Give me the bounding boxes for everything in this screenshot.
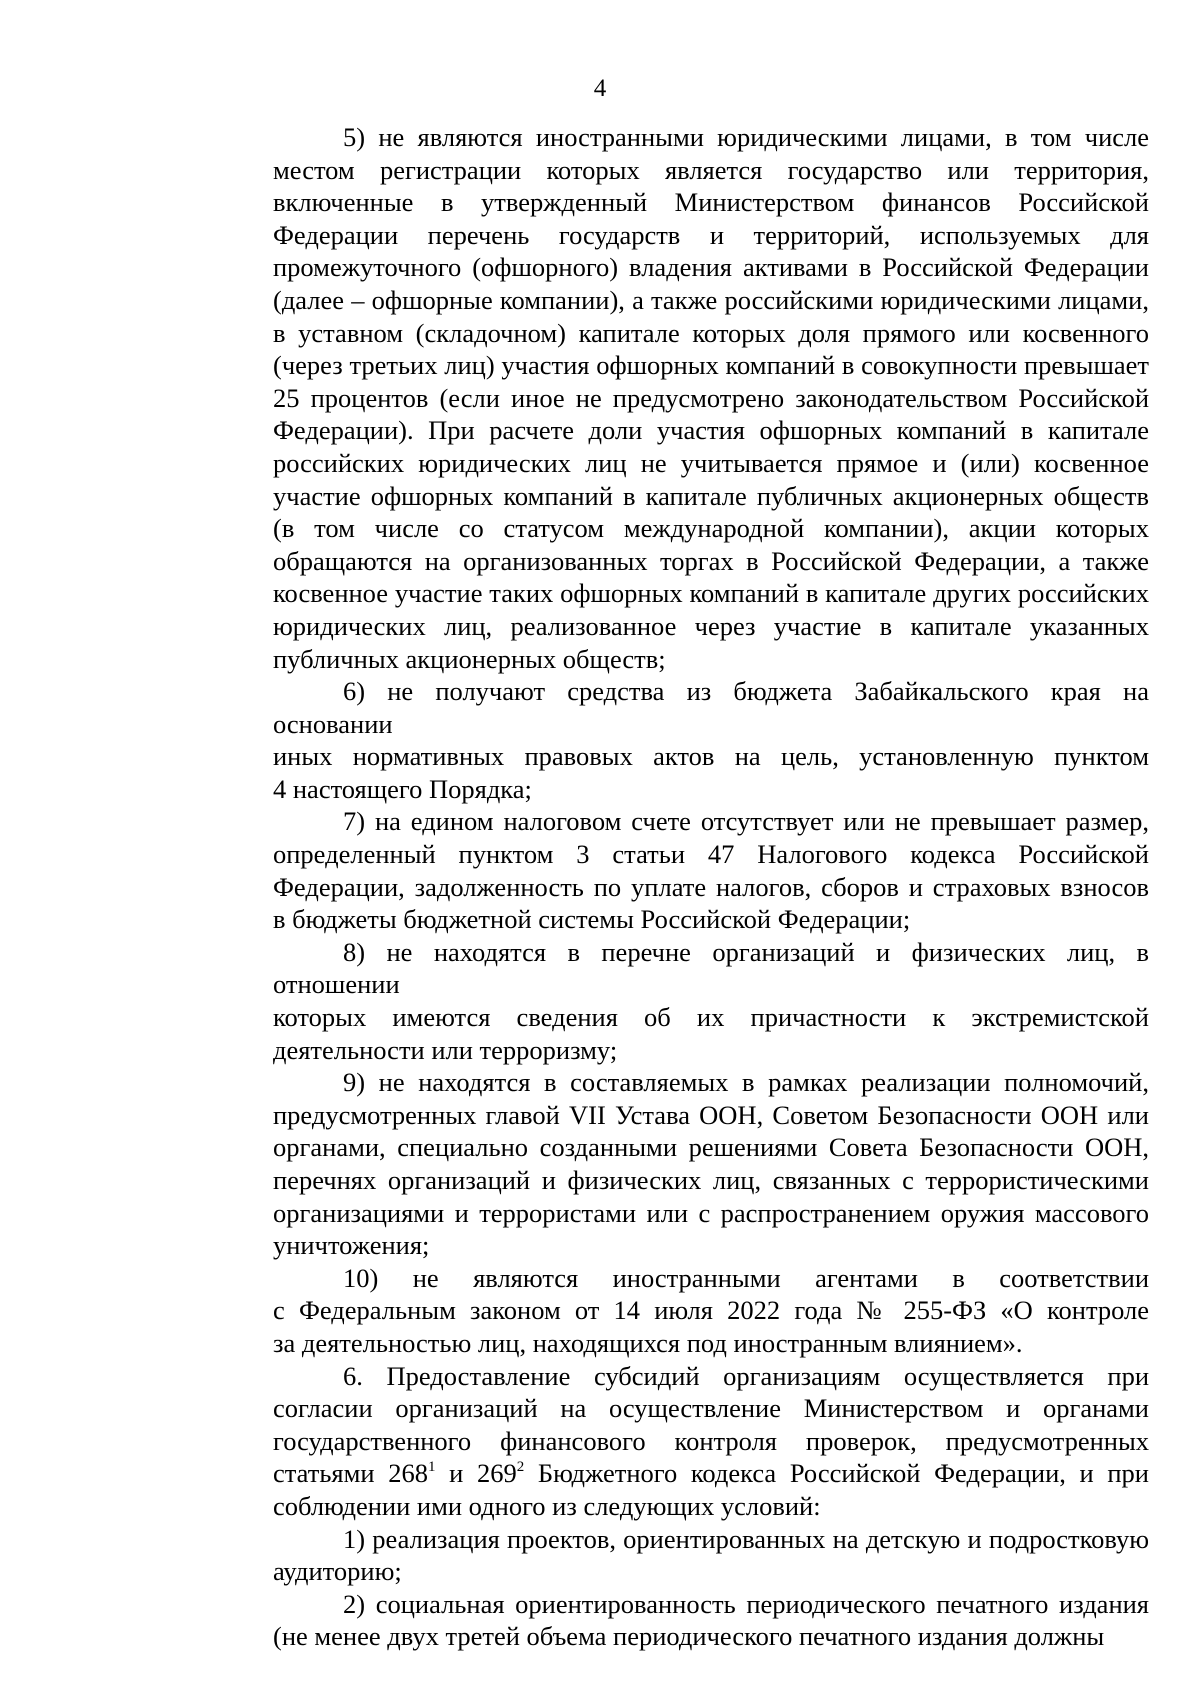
paragraph <box>203 1262 1149 1360</box>
paragraph <box>203 1360 1149 1523</box>
text-line: Федерации, задолженность по уплате налогов, сборов и страховых взносов <box>273 871 1149 902</box>
text-line: государственного финансового контроля проверок, предусмотренных <box>273 1425 1149 1456</box>
text-line: (в том числе со статусом международной компании), акции которых <box>273 513 1149 544</box>
text-line: (через третьих лиц) участия офшорных компаний в совокупности превышает <box>273 350 1149 381</box>
paragraph <box>203 1066 1149 1262</box>
text-line: промежуточного (офшорного) владения активами в Российской Федерации <box>273 252 1149 283</box>
text-line: уничтожения; <box>273 1230 430 1261</box>
paragraph <box>203 805 1149 935</box>
text-line: Федерации перечень государств и территорий, используемых для <box>273 219 1149 250</box>
paragraph <box>203 936 1149 1066</box>
text-line: деятельности или терроризму; <box>273 1034 618 1065</box>
text-line: в бюджеты бюджетной системы Российской Федерации; <box>273 904 911 935</box>
text-line: 9) не находятся в составляемых в рамках реализации полномочий, <box>343 1067 1149 1098</box>
text-line: российских юридических лиц не учитывается прямое и (или) косвенное <box>273 447 1149 478</box>
superscript: 2 <box>516 1459 525 1476</box>
text-line: публичных акционерных обществ; <box>273 643 666 674</box>
text-line: 1) реализация проектов, ориентированных на детскую и подростковую <box>343 1523 1149 1554</box>
text-line: 5) не являются иностранными юридическими лицами, в том числе <box>343 122 1149 152</box>
text-line: включенные в утвержденный Министерством финансов Российской <box>273 187 1149 218</box>
text-line: местом регистрации которых является государство или территория, <box>273 154 1149 185</box>
text-line: 4 настоящего Порядка; <box>273 773 532 804</box>
text-line: перечнях организаций и физических лиц, связанных с террористическими <box>273 1165 1149 1195</box>
paragraph <box>203 1588 1149 1653</box>
paragraph <box>203 675 1149 805</box>
text-fragment: и 269 <box>435 1458 517 1489</box>
text-line: органами, специально созданными решениями Совета Безопасности ООН, <box>273 1132 1149 1163</box>
text-line: с Федеральным законом от 14 июля 2022 года № 255-ФЗ «О контроле <box>273 1295 1149 1326</box>
text-line: обращаются на организованных торгах в Российской Федерации, а также <box>273 545 1149 576</box>
document-body <box>203 121 1149 1653</box>
text-line: за деятельностью лиц, находящихся под иностранным влиянием». <box>273 1327 1023 1358</box>
text-line: 6) не получают средства из бюджета Забайкальского края на основании <box>273 676 1149 739</box>
text-line: 10) не являются иностранными агентами в соответствии <box>343 1262 1149 1293</box>
text-line: Федерации). При расчете доли участия офшорных компаний в капитале <box>273 415 1149 446</box>
text-line: предусмотренных главой VII Устава ООН, Советом Безопасности ООН или <box>273 1099 1149 1130</box>
paragraph <box>203 121 1149 675</box>
text-line: косвенное участие таких офшорных компаний в капитале других российских <box>273 578 1149 609</box>
text-fragment: статьями 268 <box>273 1458 428 1489</box>
text-line: 6. Предоставление субсидий организациям осуществляется при <box>343 1360 1149 1391</box>
text-line: организациями и террористами или с распространением оружия массового <box>273 1197 1149 1228</box>
superscript: 1 <box>427 1459 436 1476</box>
text-line: определенный пунктом 3 статьи 47 Налогового кодекса Российской <box>273 839 1149 870</box>
text-line: юридических лиц, реализованное через участие в капитале указанных <box>273 610 1149 641</box>
text-line: 7) на едином налоговом счете отсутствует или не превышает размер, <box>343 806 1149 837</box>
text-line: соблюдении ими одного из следующих условий: <box>273 1490 821 1521</box>
page-number: 4 <box>593 75 607 102</box>
text-line <box>203 1457 1149 1490</box>
text-line: 2) социальная ориентированность периодического печатного издания <box>343 1588 1149 1619</box>
text-line: согласии организаций на осуществление Министерством и органами <box>273 1393 1149 1424</box>
text-line: (не менее двух третей объема периодического печатного издания должны <box>273 1621 1105 1652</box>
text-line: (далее – офшорные компании), а также российскими юридическими лицами, <box>273 284 1149 315</box>
text-line: 25 процентов (если иное не предусмотрено законодательством Российской <box>273 382 1149 413</box>
text-line: аудиторию; <box>273 1556 402 1587</box>
text-fragment: Бюджетного кодекса Российской Федерации, и при <box>524 1458 1149 1489</box>
text-line: которых имеются сведения об их причастности к экстремистской <box>273 1002 1149 1033</box>
paragraph <box>203 1523 1149 1588</box>
text-line: иных нормативных правовых актов на цель, установленную пунктом <box>273 741 1149 772</box>
text-line: в уставном (складочном) капитале которых доля прямого или косвенного <box>273 317 1149 348</box>
text-line: 8) не находятся в перечне организаций и физических лиц, в отношении <box>273 936 1149 1000</box>
text-line: участие офшорных компаний в капитале публичных акционерных обществ <box>273 480 1149 511</box>
